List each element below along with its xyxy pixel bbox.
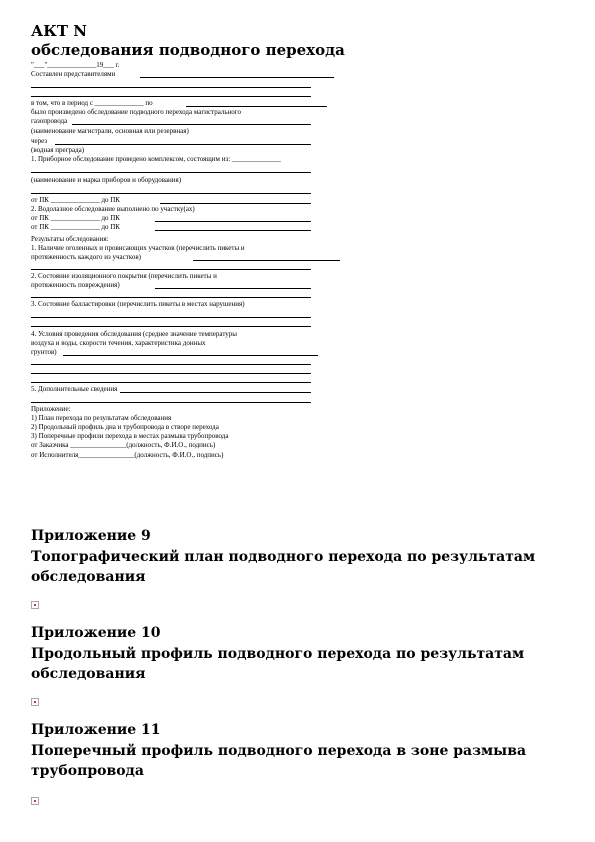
blank-rule bbox=[31, 172, 311, 173]
appendix-10-subtitle: Продольный профиль подводного перехода по результатам обследования bbox=[31, 646, 525, 682]
act-title: АКТ N bbox=[31, 22, 87, 40]
blank-rule bbox=[31, 317, 311, 318]
form-line: 1. Наличие оголенных и провисающих участков (перечислить пикеты и bbox=[31, 244, 245, 252]
act-subtitle: обследования подводного перехода bbox=[31, 41, 345, 59]
form-line: 2. Состояние изоляционного покрытия (перечислить пикеты и bbox=[31, 272, 217, 280]
form-line: Результаты обследования: bbox=[31, 235, 109, 243]
blank-rule bbox=[31, 402, 311, 403]
form-line: 2) Продольный профиль дна и трубопровода в створе перехода bbox=[31, 423, 219, 431]
blank-rule bbox=[155, 288, 311, 289]
appendix-10-title: Приложение 10 bbox=[31, 625, 161, 641]
appendix-9-title: Приложение 9 bbox=[31, 528, 151, 544]
blank-rule bbox=[193, 260, 340, 261]
blank-rule bbox=[31, 96, 311, 97]
broken-image-icon bbox=[31, 797, 39, 805]
form-line: грунтов) bbox=[31, 348, 57, 356]
form-line: от ПК ______________ до ПК bbox=[31, 214, 120, 222]
form-line: Составлен представителями bbox=[31, 70, 116, 78]
form-line: через bbox=[31, 137, 48, 145]
form-line: 5. Дополнительные сведения bbox=[31, 385, 118, 393]
form-line: воздуха и воды, скорости течения, характеристика донных bbox=[31, 339, 206, 347]
form-line: (наименование магистрали, основная или резервная) bbox=[31, 127, 189, 135]
appendix-11-subtitle: Поперечный профиль подводного перехода в зоне размыва трубопровода bbox=[31, 743, 527, 779]
form-line: 3. Состояние балластировки (перечислить пикеты в местах нарушения) bbox=[31, 300, 245, 308]
blank-rule bbox=[31, 364, 311, 365]
broken-image-icon bbox=[31, 698, 39, 706]
blank-rule bbox=[63, 355, 318, 356]
form-line: от ПК ______________ до ПК bbox=[31, 223, 120, 231]
blank-rule bbox=[31, 87, 311, 88]
form-line: 1. Приборное обследование проведено комплексом, состоящим из: ______________ bbox=[31, 155, 281, 163]
blank-rule bbox=[55, 144, 311, 145]
form-line: (наименование и марка приборов и оборудования) bbox=[31, 176, 182, 184]
form-line: газопровода bbox=[31, 117, 68, 125]
blank-rule bbox=[31, 326, 311, 327]
form-line: 1) План перехода по результатам обследования bbox=[31, 414, 172, 422]
form-line: (водная преграда) bbox=[31, 146, 85, 154]
form-line: Приложение: bbox=[31, 405, 71, 413]
blank-rule bbox=[31, 382, 311, 383]
blank-rule bbox=[186, 106, 327, 107]
blank-rule bbox=[155, 230, 311, 231]
date-line: "___"______________19___ г. bbox=[31, 61, 120, 69]
form-line: протяженность каждого из участков) bbox=[31, 253, 141, 261]
blank-rule bbox=[72, 124, 311, 125]
blank-rule bbox=[120, 392, 311, 393]
blank-rule bbox=[31, 297, 311, 298]
broken-image-icon bbox=[31, 601, 39, 609]
form-line: от Исполнителя________________(должность, Ф.И.О., подпись) bbox=[31, 451, 224, 459]
form-line: 4. Условия проведения обследования (среднее значение температуры bbox=[31, 330, 237, 338]
appendix-9-subtitle: Топографический план подводного перехода по результатам обследования bbox=[31, 549, 536, 585]
form-line: 2. Водолазное обследование выполнено по участку(ах) bbox=[31, 205, 195, 213]
blank-rule bbox=[155, 221, 311, 222]
blank-rule bbox=[140, 77, 334, 78]
form-line: от ПК ______________ до ПК bbox=[31, 196, 120, 204]
blank-rule bbox=[31, 269, 311, 270]
form-line: протяженность повреждения) bbox=[31, 281, 120, 289]
blank-rule bbox=[160, 203, 311, 204]
form-line: было произведено обследование подводного перехода магистрального bbox=[31, 108, 242, 116]
form-line: 3) Поперечные профили перехода в местах размыва трубопровода bbox=[31, 432, 229, 440]
appendix-11-title: Приложение 11 bbox=[31, 722, 161, 738]
form-line: от Заказчика ________________(должность, Ф.И.О., подпись) bbox=[31, 441, 216, 449]
form-line: в том, что в период с ______________ по bbox=[31, 99, 153, 107]
blank-rule bbox=[31, 373, 311, 374]
blank-rule bbox=[31, 193, 311, 194]
